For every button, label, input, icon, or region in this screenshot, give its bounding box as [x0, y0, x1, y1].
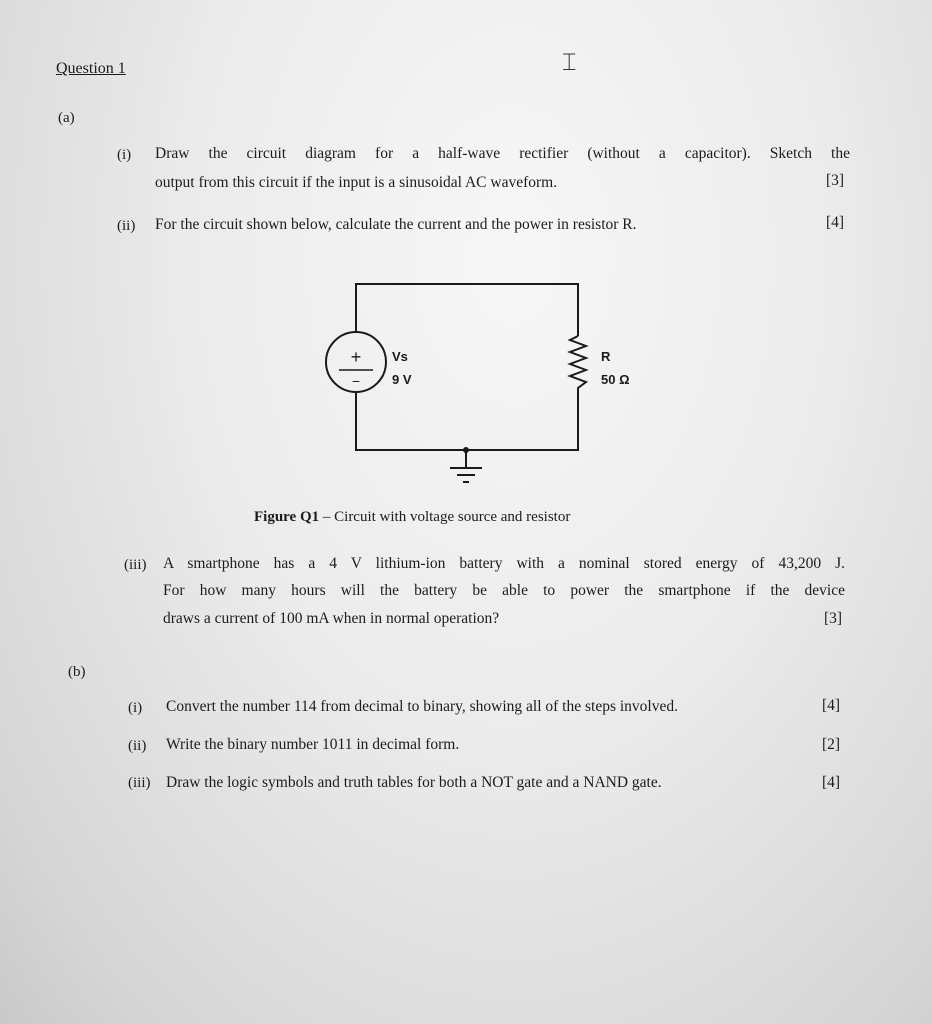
part-b-label: (b) — [68, 664, 86, 680]
junction-dot — [463, 447, 469, 453]
question-title: Question 1 — [56, 60, 126, 77]
part-b-q2-line1: Write the binary number 1011 in decimal form. — [166, 736, 460, 753]
part-a-label: (a) — [58, 110, 75, 126]
part-b-q3-line1: Draw the logic symbols and truth tables for both a NOT gate and a NAND gate. — [166, 774, 662, 791]
circuit-diagram — [320, 270, 630, 500]
part-a-q2-number: (ii) — [117, 218, 136, 234]
part-a-q3-line3: draws a current of 100 mA when in normal operation? — [163, 610, 500, 627]
part-b-q2-marks: [2] — [822, 736, 841, 753]
resistor-name-label: R — [601, 349, 611, 364]
part-a-q1-line1: Draw the circuit diagram for a half-wave rectifier (without a capacitor). Sketch the — [155, 145, 850, 162]
part-b-q2-number: (ii) — [128, 738, 147, 754]
part-a-q1-line2: output from this circuit if the input is a sinusoidal AC waveform. — [155, 174, 558, 191]
wire-top — [356, 284, 578, 336]
source-plus-symbol: + — [350, 347, 362, 367]
part-b-q1-number: (i) — [128, 700, 143, 716]
ground-icon — [450, 468, 482, 482]
resistor-value-label: 50 Ω — [601, 372, 630, 387]
figure-caption-label: Figure Q1 — [254, 509, 320, 525]
wire-bottom — [356, 392, 578, 450]
part-b-q1-line1: Convert the number 114 from decimal to binary, showing all of the steps involved. — [166, 698, 678, 715]
part-b-q3-marks: [4] — [822, 774, 841, 791]
part-a-q3-line1: A smartphone has a 4 V lithium-ion battery with a nominal stored energy of 43,200 J. — [163, 555, 845, 572]
part-b-q3-number: (iii) — [128, 775, 151, 791]
part-a-q3-number: (iii) — [124, 557, 147, 573]
part-b-q1-marks: [4] — [822, 697, 841, 714]
part-a-q3-marks: [3] — [824, 610, 843, 627]
part-a-q2-marks: [4] — [826, 214, 845, 231]
source-name-label: Vs — [392, 349, 408, 364]
part-a-q1-marks: [3] — [826, 172, 845, 189]
figure-caption-text: – Circuit with voltage source and resistor — [319, 509, 571, 525]
source-minus-symbol: − — [351, 373, 361, 389]
figure-caption — [254, 509, 570, 526]
text-cursor-icon: ⌶ — [562, 48, 577, 76]
part-a-q1-number: (i) — [117, 147, 132, 163]
part-a-q2-line1: For the circuit shown below, calculate the current and the power in resistor R. — [155, 216, 637, 233]
resistor-icon — [570, 336, 586, 392]
part-a-q3-line2: For how many hours will the battery be able to power the smartphone if the device — [163, 582, 845, 599]
source-value-label: 9 V — [392, 372, 412, 387]
